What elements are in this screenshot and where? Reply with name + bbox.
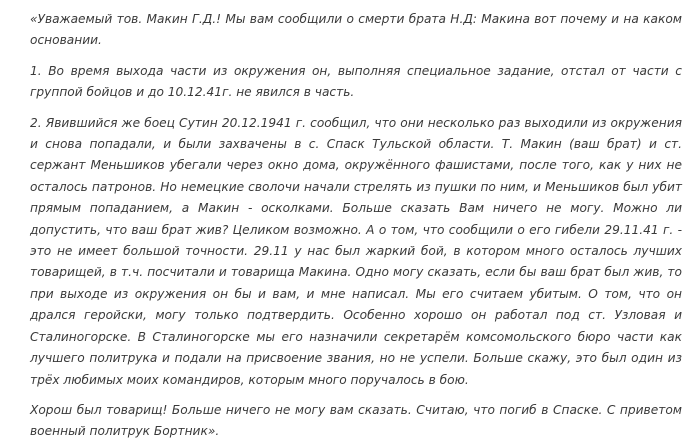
letter-point-1-paragraph: 1. Во время выхода части из окружения он, выполняя специальное задание, отстал от части с группой бойцов и до 10.12.41г. не явился в часть. [30, 63, 682, 100]
letter-point-2-paragraph: 2. Явившийся же боец Сутин 20.12.1941 г. сообщил, что они несколько раз выходили из окружения и снова попадали, и были захвачены в с. Спаск Тульской области. Т. Макин (ваш брат) и ст. сержант Меньшиков убегали через окно дома, окружённого фашистами, после того, как у них не осталось патронов. Но немецкие сволочи начали стрелять из пушки по ним, и Меньшиков был убит прямым попаданием, а Макин - осколками. Больше сказать Вам ничего не могу. Можно ли допустить, что ваш брат жив? Целиком возможно. А о том, что сообщили о его гибели 29.11.41 г. - это не имеет большой точности. 29.11 у нас был жаркий бой, в котором много осталось лучших товарищей, в т.ч. посчитали и товарища Макина. Одно могу сказать, если бы ваш брат был жив, то при выходе из окружения он бы и вам, и мне написал. Мы его считаем убитым. О том, что он дрался геройски, могу только подтвердить. Особенно хорошо он работал под ст. Узловая и Сталиногорске. В Сталиногорске мы его назначили секретарём комсомольского бюро части как лучшего политрука и подали на присвоение звания, но не успели. Больше скажу, это был один из трёх любимых моих командиров, которым много поручалось в бою. [30, 115, 682, 387]
letter-closing-paragraph: Хорош был товарищ! Больше ничего не могу вам сказать. Считаю, что погиб в Спаске. С приветом военный политрук Бортник». [30, 402, 682, 439]
letter-greeting-paragraph: «Уважаемый тов. Макин Г.Д.! Мы вам сообщили о смерти брата Н.Д: Макина вот почему и на каком основании. [30, 12, 682, 48]
